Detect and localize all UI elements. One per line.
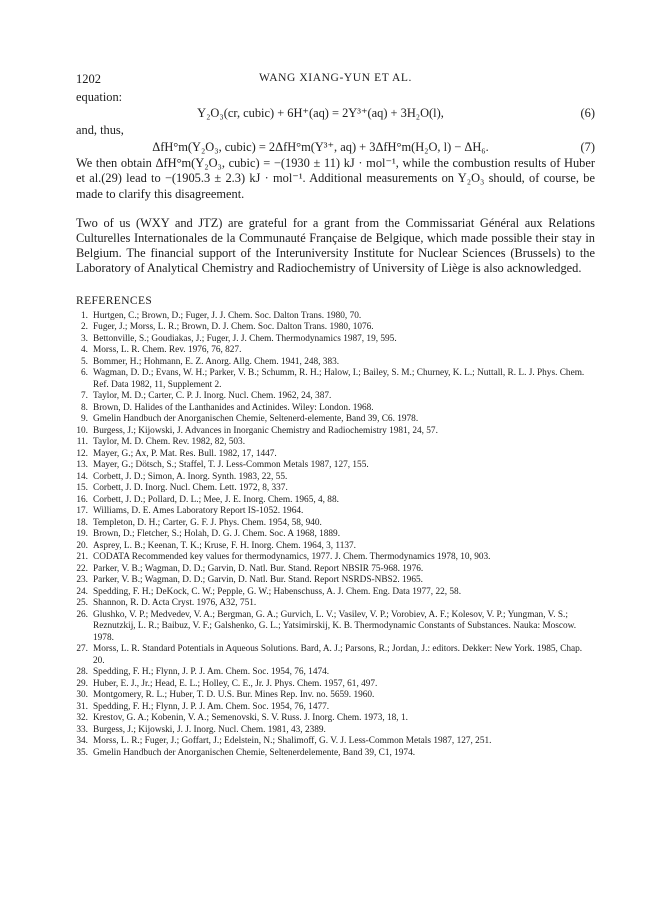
references-heading: REFERENCES — [76, 294, 153, 307]
reference-item — [76, 564, 595, 576]
reference-item — [76, 391, 595, 403]
equation-7-number: (7) — [580, 140, 595, 155]
reference-number: 18. — [76, 517, 88, 528]
reference-number: 1. — [81, 310, 88, 321]
reference-text: Taylor, M. D.; Carter, C. P. J. Inorg. Nucl. Chem. 1962, 24, 387. — [93, 391, 332, 402]
reference-item — [76, 460, 595, 472]
reference-item — [76, 667, 595, 679]
reference-number: 5. — [81, 356, 88, 367]
reference-text: Burgess, J.; Kijowski, J. J. Inorg. Nucl. Chem. 1981, 43, 2389. — [93, 724, 326, 735]
reference-number: 30. — [76, 690, 88, 701]
reference-item — [76, 426, 595, 438]
reference-number: 4. — [81, 345, 88, 356]
reference-text: Corbett, J. D.; Simon, A. Inorg. Synth. 1983, 22, 55. — [93, 471, 288, 482]
reference-number: 8. — [81, 402, 88, 413]
reference-item — [76, 736, 595, 748]
reference-number: 12. — [76, 448, 88, 459]
reference-text: Huber, E. J., Jr.; Head, E. L.; Holley, C. E., Jr. J. Phys. Chem. 1957, 61, 497. — [93, 678, 378, 689]
equation-7 — [76, 139, 595, 156]
reference-item — [76, 518, 595, 530]
reference-number: 9. — [81, 414, 88, 425]
reference-item — [76, 311, 595, 323]
reference-text: Templeton, D. H.; Carter, G. F. J. Phys. Chem. 1954, 58, 940. — [93, 517, 322, 528]
reference-number: 10. — [76, 425, 88, 436]
reference-number: 35. — [76, 747, 88, 758]
reference-number: 27. — [76, 644, 88, 655]
reference-item — [76, 357, 595, 369]
reference-number: 3. — [81, 333, 88, 344]
reference-number: 20. — [76, 540, 88, 551]
reference-text: Shannon, R. D. Acta Cryst. 1976, A32, 751. — [93, 598, 257, 609]
reference-item — [76, 552, 595, 564]
reference-item — [76, 725, 595, 737]
reference-number: 34. — [76, 736, 88, 747]
reference-text: Parker, V. B.; Wagman, D. D.; Garvin, D. Natl. Bur. Stand. Report NSRDS-NBS2. 1965. — [93, 575, 423, 586]
reference-text: Williams, D. E. Ames Laboratory Report IS-1052. 1964. — [93, 506, 304, 517]
reference-item — [76, 598, 595, 610]
reference-text: Spedding, F. H.; DeKock, C. W.; Pepple, G. W.; Habenschuss, A. J. Chem. Eng. Data 1977, 22, 58. — [93, 586, 462, 597]
reference-item — [76, 345, 595, 357]
reference-text: CODATA Recommended key values for thermodynamics, 1977. J. Chem. Thermodynamics 1978, 10, 903. — [93, 552, 491, 563]
reference-item — [76, 575, 595, 587]
page-number: 1202 — [76, 72, 101, 86]
running-title: WANG XIANG-YUN ET AL. — [259, 72, 412, 84]
reference-text: Spedding, F. H.; Flynn, J. P. J. Am. Chem. Soc. 1954, 76, 1474. — [93, 667, 330, 678]
reference-number: 21. — [76, 552, 88, 563]
result-paragraph: We then obtain ΔfH°m(Y₂O₃, cubic) = −(1930 ± 11) kJ · mol⁻¹, while the combustion results of Huber et al.(29) lead to −(1905.3 ± 2.3) kJ · mol⁻¹. Additional measurements on Y₂O₃ should, of course, be made to clarify this disagreement. — [76, 156, 595, 201]
reference-item — [76, 437, 595, 449]
reference-text: Morss, L. R. Chem. Rev. 1976, 76, 827. — [93, 345, 242, 356]
reference-text: Brown, D.; Fletcher, S.; Holah, D. G. J. Chem. Soc. A 1968, 1889. — [93, 529, 341, 540]
equation-6 — [76, 105, 595, 122]
reference-item — [76, 702, 595, 714]
reference-item — [76, 644, 595, 667]
reference-number: 32. — [76, 713, 88, 724]
reference-text: Wagman, D. D.; Evans, W. H.; Parker, V. B.; Schumm, R. H.; Halow, I.; Bailey, S. M.; Churney, K. L.; Nuttall, R. L. J. Phys. Chem. Ref. Data 1982, 11, Supplement 2. — [93, 368, 585, 390]
reference-text: Corbett, J. D. Inorg. Nucl. Chem. Lett. 1972, 8, 337. — [93, 483, 288, 494]
reference-text: Taylor, M. D. Chem. Rev. 1982, 82, 503. — [93, 437, 246, 448]
reference-text: Bettonville, S.; Goudiakas, J.; Fuger, J. J. Chem. Thermodynamics 1987, 19, 595. — [93, 333, 397, 344]
reference-number: 11. — [76, 437, 88, 448]
reference-item — [76, 495, 595, 507]
reference-number: 22. — [76, 563, 88, 574]
reference-text: Gmelin Handbuch der Anorganischen Chemie, Seltenerdelemente, Band 39, C1, 1974. — [93, 747, 416, 758]
reference-text: Hurtgen, C.; Brown, D.; Fuger, J. J. Chem. Soc. Dalton Trans. 1980, 70. — [93, 310, 362, 321]
reference-item — [76, 322, 595, 334]
reference-text: Mayer, G.; Ax, P. Mat. Res. Bull. 1982, 17, 1447. — [93, 448, 277, 459]
reference-item — [76, 690, 595, 702]
reference-item — [76, 587, 595, 599]
reference-number: 6. — [81, 368, 88, 379]
reference-number: 19. — [76, 529, 88, 540]
journal-page — [76, 72, 595, 759]
equation-6-text: Y₂O₃(cr, cubic) + 6H⁺(aq) = 2Y³⁺(aq) + 3H₂O(l), — [197, 106, 444, 121]
equation-6-number: (6) — [580, 106, 595, 121]
reference-number: 14. — [76, 471, 88, 482]
reference-text: Krestov, G. A.; Kobenin, V. A.; Semenovski, S. V. Russ. J. Inorg. Chem. 1973, 18, 1. — [93, 713, 408, 724]
reference-number: 28. — [76, 667, 88, 678]
reference-number: 33. — [76, 724, 88, 735]
reference-item — [76, 403, 595, 415]
reference-item — [76, 610, 595, 645]
reference-text: Morss, L. R.; Fuger, J.; Goffart, J.; Edelstein, N.; Shalimoff, G. V. J. Less-Common Metals 1987, 127, 251. — [93, 736, 492, 747]
reference-item — [76, 368, 595, 391]
reference-text: Spedding, F. H.; Flynn, J. P. J. Am. Chem. Soc. 1954, 76, 1477. — [93, 701, 330, 712]
reference-item — [76, 449, 595, 461]
reference-number: 16. — [76, 494, 88, 505]
reference-item — [76, 748, 595, 760]
reference-text: Brown, D. Halides of the Lanthanides and Actinides. Wiley: London. 1968. — [93, 402, 374, 413]
reference-text: Morss, L. R. Standard Potentials in Aqueous Solutions. Bard, A. J.; Parsons, R.; Jordan, J.: editors. Dekker: New York. 1985, Chap. 20. — [93, 644, 583, 666]
reference-text: Asprey, L. B.; Keenan, T. K.; Kruse, F. H. Inorg. Chem. 1964, 3, 1137. — [93, 540, 356, 551]
reference-number: 13. — [76, 460, 88, 471]
reference-number: 17. — [76, 506, 88, 517]
reference-number: 24. — [76, 586, 88, 597]
reference-number: 7. — [81, 391, 88, 402]
reference-number: 31. — [76, 701, 88, 712]
reference-item — [76, 679, 595, 691]
reference-number: 29. — [76, 678, 88, 689]
reference-number: 2. — [81, 322, 88, 333]
reference-item — [76, 472, 595, 484]
reference-text: Mayer, G.; Dötsch, S.; Staffel, T. J. Less-Common Metals 1987, 127, 155. — [93, 460, 369, 471]
reference-item — [76, 334, 595, 346]
reference-item — [76, 506, 595, 518]
reference-text: Corbett, J. D.; Pollard, D. L.; Mee, J. E. Inorg. Chem. 1965, 4, 88. — [93, 494, 339, 505]
reference-number: 25. — [76, 598, 88, 609]
reference-item — [76, 541, 595, 553]
reference-number: 23. — [76, 575, 88, 586]
reference-item — [76, 483, 595, 495]
equation-7-text: ΔfH°m(Y₂O₃, cubic) = 2ΔfH°m(Y³⁺, aq) + 3ΔfH°m(H₂O, l) − ΔH₆. — [152, 140, 489, 155]
reference-text: Burgess, J.; Kijowski, J. Advances in Inorganic Chemistry and Radiochemistry 1981, 24, 57. — [93, 425, 438, 436]
equation-intro: equation: — [76, 90, 123, 104]
equation-7-row — [76, 122, 595, 139]
reference-list — [76, 311, 595, 760]
reference-text: Montgomery, R. L.; Huber, T. D. U.S. Bur. Mines Rep. Inv. no. 5659. 1960. — [93, 690, 375, 701]
reference-number: 15. — [76, 483, 88, 494]
reference-text: Parker, V. B.; Wagman, D. D.; Garvin, D. Natl. Bur. Stand. Report NBSIR 75-968. 1976. — [93, 563, 424, 574]
reference-text: Gmelin Handbuch der Anorganischen Chemie, Seltenerd-elemente, Band 39, C6. 1978. — [93, 414, 419, 425]
and-thus-text: and, thus, — [76, 123, 124, 138]
reference-item — [76, 414, 595, 426]
reference-text: Bommer, H.; Hohmann, E. Z. Anorg. Allg. Chem. 1941, 248, 383. — [93, 356, 340, 367]
reference-number: 26. — [76, 609, 88, 620]
reference-item — [76, 529, 595, 541]
reference-item — [76, 713, 595, 725]
reference-text: Fuger, J.; Morss, L. R.; Brown, D. J. Chem. Soc. Dalton Trans. 1980, 1076. — [93, 322, 374, 333]
acknowledgement-paragraph: Two of us (WXY and JTZ) are grateful for a grant from the Commissariat Général aux Relations Culturelles Internationales de la Communauté Française de Belgique, which made possible their stay in Belgium. The financial support of the Interuniversity Institute for Nuclear Sciences (Brussels) to the Laboratory of Analytical Chemistry and Radiochemistry of University of Liège is also acknowledged. — [76, 215, 595, 276]
page-header — [76, 72, 595, 90]
reference-text: Glushko, V. P.; Medvedev, V. A.; Bergman, G. A.; Gurvich, L. V.; Vasilev, V. P.; Vorobiev, A. F.; Kolesov, V. P.; Yungman, V. S.; Reznutzkij, L. R.; Baibuz, V. F.; Galshenko, G. L.; Yatsimirskij, K. B. Thermodynamic Constants of Substances. Nauka: Moscow. 1978. — [93, 609, 577, 643]
